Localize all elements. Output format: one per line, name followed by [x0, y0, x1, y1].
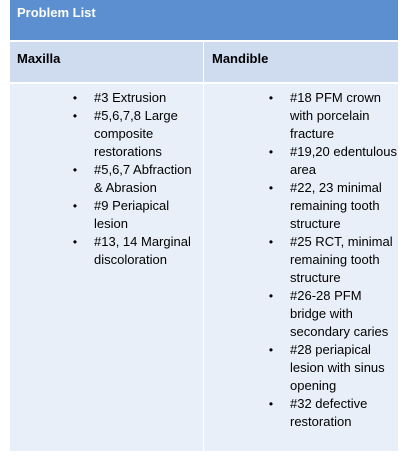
list-item [266, 341, 398, 395]
list-item-text: #28 periapical lesion with sinus opening [290, 342, 385, 393]
list-item-text: #32 defective restoration [290, 396, 368, 429]
list-item [70, 197, 195, 233]
list-item-text: #18 PFM crown with porcelain fracture [290, 90, 382, 141]
list-item [70, 233, 195, 269]
column-header-mandible: Mandible [212, 51, 269, 66]
bullet-icon: • [268, 343, 274, 357]
list-item-text: #5,6,7,8 Large composite restorations [94, 108, 178, 159]
column-header-row [10, 42, 398, 82]
list-item-text: #9 Periapical lesion [94, 198, 170, 231]
bullet-icon: • [72, 91, 78, 105]
bullet-icon: • [268, 145, 274, 159]
list-item [266, 89, 398, 143]
list-item [266, 143, 398, 179]
list-item [266, 287, 398, 341]
list-item-text: #5,6,7 Abfraction & Abrasion [94, 162, 192, 195]
bullet-icon: • [268, 235, 274, 249]
list-item-text: #19,20 edentulous area [290, 144, 397, 177]
list-item-text: #26-28 PFM bridge with secondary caries [290, 288, 389, 339]
column-divider [203, 42, 204, 451]
table-title-bar [10, 0, 398, 40]
list-item-text: #13, 14 Marginal discoloration [94, 234, 191, 267]
list-item-text: #3 Extrusion [94, 90, 167, 105]
bullet-icon: • [268, 181, 274, 195]
bullet-icon: • [72, 163, 78, 177]
bullet-icon: • [268, 289, 274, 303]
column-header-maxilla: Maxilla [17, 51, 61, 66]
list-item [266, 179, 398, 233]
maxilla-problem-list [70, 89, 195, 269]
list-item [266, 395, 398, 431]
list-item [70, 107, 195, 161]
list-item-text: #25 RCT, minimal remaining tooth structure [290, 234, 393, 285]
list-item [70, 161, 195, 197]
bullet-icon: • [72, 235, 78, 249]
bullet-icon: • [72, 199, 78, 213]
list-item [266, 233, 398, 287]
list-item [70, 89, 195, 107]
bullet-icon: • [268, 397, 274, 411]
list-item-text: #22, 23 minimal remaining tooth structure [290, 180, 382, 231]
bullet-icon: • [72, 109, 78, 123]
problem-list-table [10, 0, 398, 451]
table-title: Problem List [17, 5, 96, 20]
bullet-icon: • [268, 91, 274, 105]
mandible-problem-list [266, 89, 398, 431]
